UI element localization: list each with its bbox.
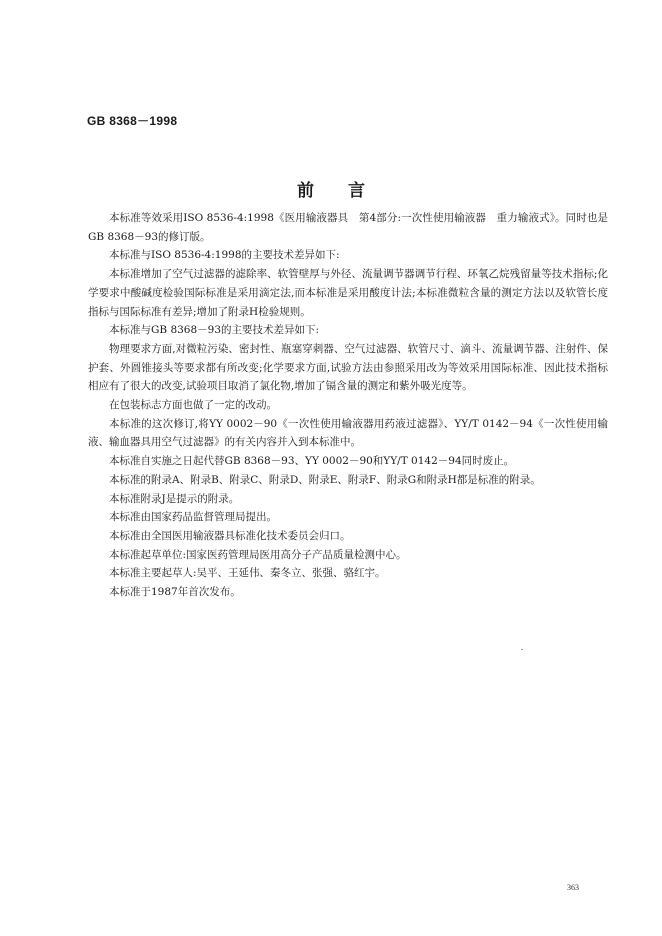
paragraph: 本标准的附录A、附录B、附录C、附录D、附录E、附录F、附录G和附录H都是标准的附录。 <box>109 473 541 486</box>
paragraph: 本标准由全国医用输液器具标准化技术委员会归口。 <box>109 529 351 542</box>
paragraph: 本标准附录J是提示的附录。 <box>109 492 240 505</box>
paragraph: 本标准增加了空气过滤器的滤除率、软管壁厚与外径、流量调节器调节行程、环氧乙烷残留量等技术指标;化学要求中酸碱度检验国际标准是采用滴定法,而本标准是采用酸度计法;本标准微粒含量的测定方法以及软管长度指标与国际标准有差异;增加了附录H检验规则。 <box>88 268 608 318</box>
paragraph: 本标准主要起草人:吴平、王延伟、秦冬立、张强、骆红宇。 <box>109 567 386 580</box>
paragraph: 本标准于1987年首次发布。 <box>109 586 241 599</box>
paragraph: 本标准起草单位:国家医药管理局医用高分子产品质量检测中心。 <box>109 548 407 561</box>
foreword-body <box>88 209 608 602</box>
standard-code: GB 8368－1998 <box>87 114 178 128</box>
paragraph: 在包装标志方面也做了一定的改动。 <box>109 399 277 412</box>
paragraph: 物理要求方面,对微粒污染、密封性、瓶塞穿刺器、空气过滤器、软管尺寸、滴斗、流量调节器、注射件、保护套、外圆锥接头等要求都有所改变;化学要求方面,试验方法由参照采用改为等效采用国际标准、因此技术指标相应有了很大的改变,试验项目取消了氯化物,增加了镉含量的测定和紫外吸光度等。 <box>88 342 608 393</box>
page-title: 前言 <box>297 181 399 201</box>
paragraph: 本标准由国家药品监督管理局提出。 <box>109 511 277 524</box>
paragraph: 本标准的这次修订,将YY 0002－90《一次性使用输液器用药液过滤器》、YY/T 0142－94《一次性使用输液、输血器具用空气过滤器》的有关内容并入到本标准中。 <box>88 417 608 449</box>
paragraph: 本标准与GB 8368－93的主要技术差异如下: <box>109 324 320 337</box>
page-number: 363 <box>567 883 579 892</box>
scan-speck <box>521 649 523 650</box>
paragraph: 本标准自实施之日起代替GB 8368－93、YY 0002－90和YY/T 0142－94同时废止。 <box>109 455 515 468</box>
paragraph: 本标准等效采用ISO 8536-4:1998《医用输液器具 第4部分:一次性使用输液器 重力输液式》。同时也是GB 8368－93的修订版。 <box>88 212 608 243</box>
paragraph: 本标准与ISO 8536-4:1998的主要技术差异如下: <box>109 249 340 262</box>
